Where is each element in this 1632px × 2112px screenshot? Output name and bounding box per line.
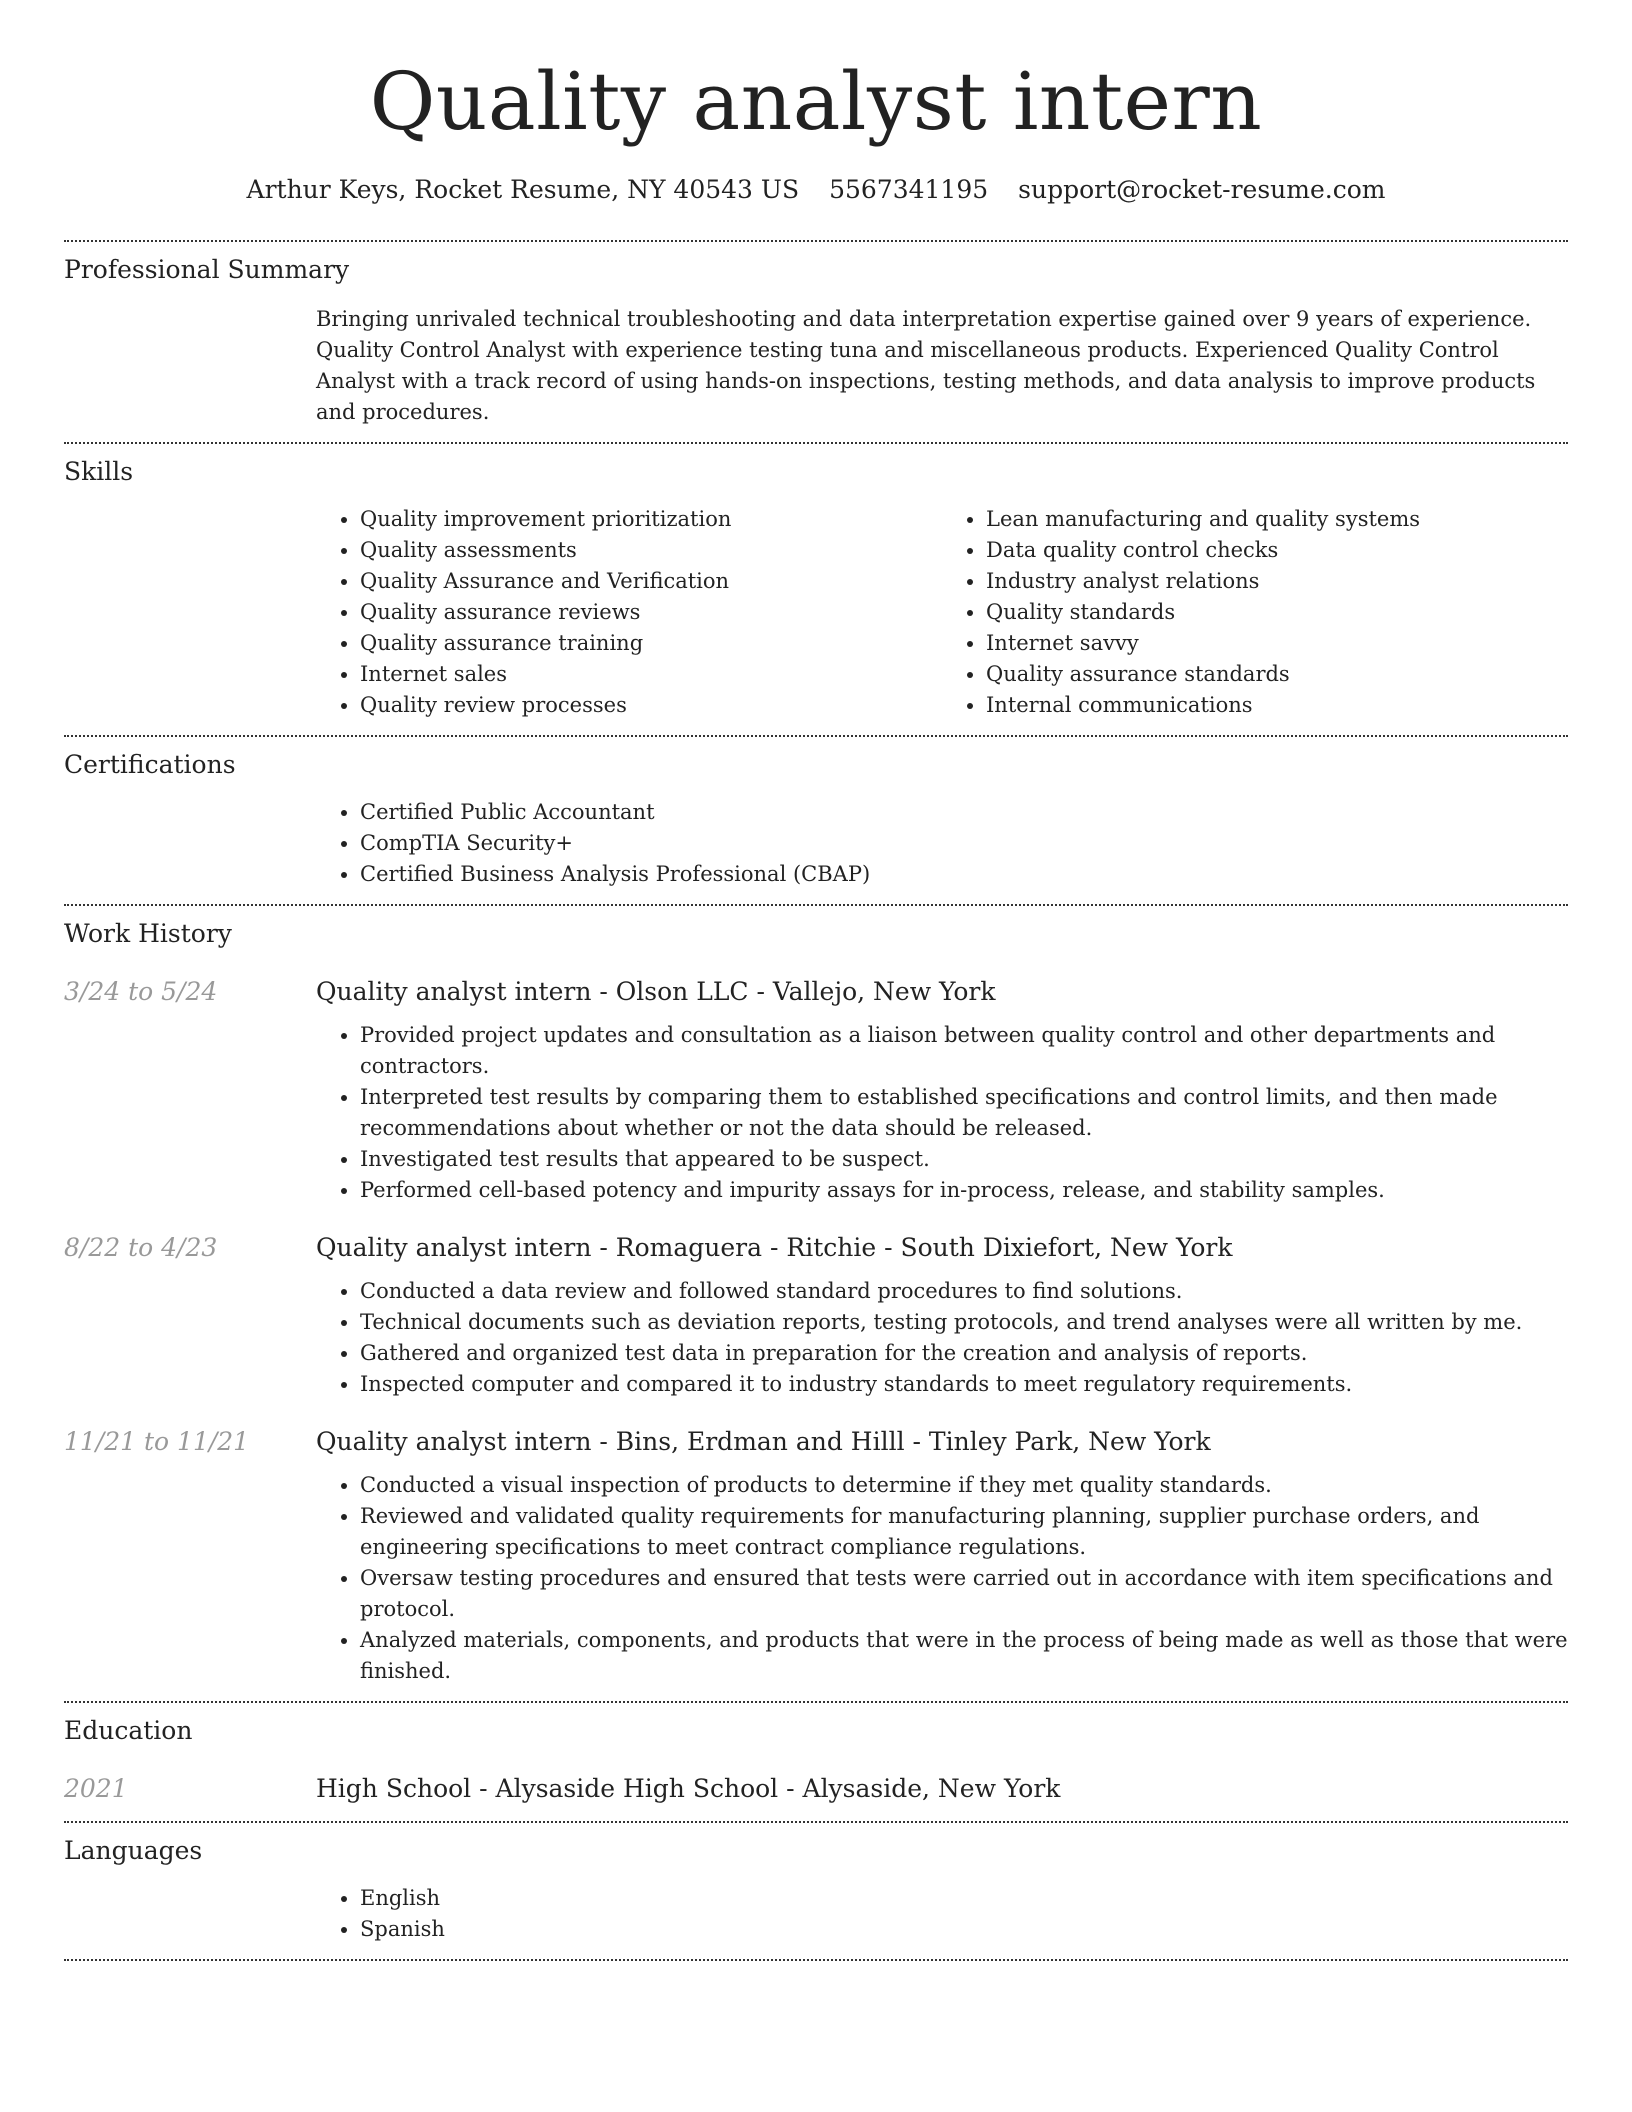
education-entry: High School - Alysaside High School - Alysaside, New York	[316, 1774, 1061, 1803]
job-bullet: • Gathered and organized test data in preparation for the creation and analysis of reports.	[360, 1338, 1568, 1369]
summary-section	[64, 242, 1568, 442]
section-divider	[64, 1959, 1568, 1961]
summary-heading: Professional Summary	[64, 255, 350, 284]
language-item: • Spanish	[360, 1914, 1568, 1945]
certifications-section	[64, 737, 1568, 904]
resume-title: Quality analyst intern	[369, 55, 1263, 148]
skill-item: • Quality assessments	[360, 535, 942, 566]
skill-item: • Quality assurance reviews	[360, 597, 942, 628]
job-bullet: • Analyzed materials, components, and products that were in the process of being made as well as those that were finished.	[360, 1625, 1568, 1687]
job-bullet: • Inspected computer and compared it to industry standards to meet regulatory requirements.	[360, 1369, 1568, 1400]
languages-heading: Languages	[64, 1836, 203, 1865]
education-heading: Education	[64, 1716, 193, 1745]
job-bullet: • Provided project updates and consultation as a liaison between quality control and other departments and contractors.	[360, 1020, 1568, 1082]
contact-phone: 5567341195	[829, 175, 989, 204]
skill-item: • Quality standards	[986, 597, 1568, 628]
job-title: Quality analyst intern - Bins, Erdman and Hilll - Tinley Park, New York	[316, 1427, 1211, 1456]
skill-item: • Internet savvy	[986, 628, 1568, 659]
certifications-heading: Certifications	[64, 750, 236, 779]
languages-list	[316, 1883, 1568, 1945]
skill-item: • Internal communications	[986, 690, 1568, 721]
contact-line	[64, 174, 1568, 206]
certifications-list	[316, 797, 1568, 890]
skills-heading: Skills	[64, 457, 134, 486]
job-bullet: • Investigated test results that appeared to be suspect.	[360, 1144, 1568, 1175]
summary-text: Bringing unrivaled technical troubleshooting and data interpretation expertise gained over 9 years of experience. Quality Control Analyst with experience testing tuna and miscellaneous products. Experienced Quality Control Analyst with a track record of using hands-on inspections, testing methods, and data analysis to improve products and procedures.	[316, 307, 1536, 424]
certification-item: • Certified Business Analysis Professional (CBAP)	[360, 859, 1568, 890]
skills-section	[64, 444, 1568, 735]
job-bullet-list	[316, 1020, 1568, 1206]
job-bullet-list	[316, 1470, 1568, 1687]
contact-email: support@rocket-resume.com	[1018, 175, 1386, 204]
skill-item: • Internet sales	[360, 659, 942, 690]
job-bullet: • Oversaw testing procedures and ensured that tests were carried out in accordance with item specifications and protocol.	[360, 1563, 1568, 1625]
skill-item: • Quality assurance standards	[986, 659, 1568, 690]
job-bullet: • Performed cell-based potency and impurity assays for in-process, release, and stability samples.	[360, 1175, 1568, 1206]
language-item: • English	[360, 1883, 1568, 1914]
job-dates: 11/21 to 11/21	[64, 1427, 250, 1456]
certification-item: • CompTIA Security+	[360, 828, 1568, 859]
job-bullet-list	[316, 1276, 1568, 1400]
skill-item: • Data quality control checks	[986, 535, 1568, 566]
certification-item: • Certified Public Accountant	[360, 797, 1568, 828]
job-bullet: • Reviewed and validated quality requirements for manufacturing planning, supplier purchase orders, and engineering specifications to meet contract compliance regulations.	[360, 1501, 1568, 1563]
education-section	[64, 1703, 1568, 1821]
skill-item: • Quality improvement prioritization	[360, 504, 942, 535]
work-history-section	[64, 906, 1568, 1701]
job-bullet: • Conducted a visual inspection of products to determine if they met quality standards.	[360, 1470, 1568, 1501]
skills-list-right	[942, 504, 1568, 721]
job-title: Quality analyst intern - Olson LLC - Vallejo, New York	[316, 977, 996, 1006]
skills-list-left	[316, 504, 942, 721]
job-dates: 8/22 to 4/23	[64, 1233, 218, 1262]
job-bullet: • Conducted a data review and followed standard procedures to find solutions.	[360, 1276, 1568, 1307]
work-history-heading: Work History	[64, 919, 232, 948]
languages-section	[64, 1823, 1568, 1959]
skill-item: • Industry analyst relations	[986, 566, 1568, 597]
job-entry	[64, 1426, 1568, 1687]
education-year: 2021	[64, 1774, 128, 1803]
job-entry	[64, 976, 1568, 1206]
job-bullet: • Interpreted test results by comparing them to established specifications and control limits, and then made recommendations about whether or not the data should be released.	[360, 1082, 1568, 1144]
skill-item: • Quality assurance training	[360, 628, 942, 659]
job-title: Quality analyst intern - Romaguera - Ritchie - South Dixiefort, New York	[316, 1233, 1233, 1262]
contact-address: Arthur Keys, Rocket Resume, NY 40543 US	[246, 175, 800, 204]
skill-item: • Lean manufacturing and quality systems	[986, 504, 1568, 535]
skill-item: • Quality review processes	[360, 690, 942, 721]
job-dates: 3/24 to 5/24	[64, 977, 218, 1006]
job-bullet: • Technical documents such as deviation reports, testing protocols, and trend analyses were all written by me.	[360, 1307, 1568, 1338]
skill-item: • Quality Assurance and Verification	[360, 566, 942, 597]
job-entry	[64, 1232, 1568, 1400]
